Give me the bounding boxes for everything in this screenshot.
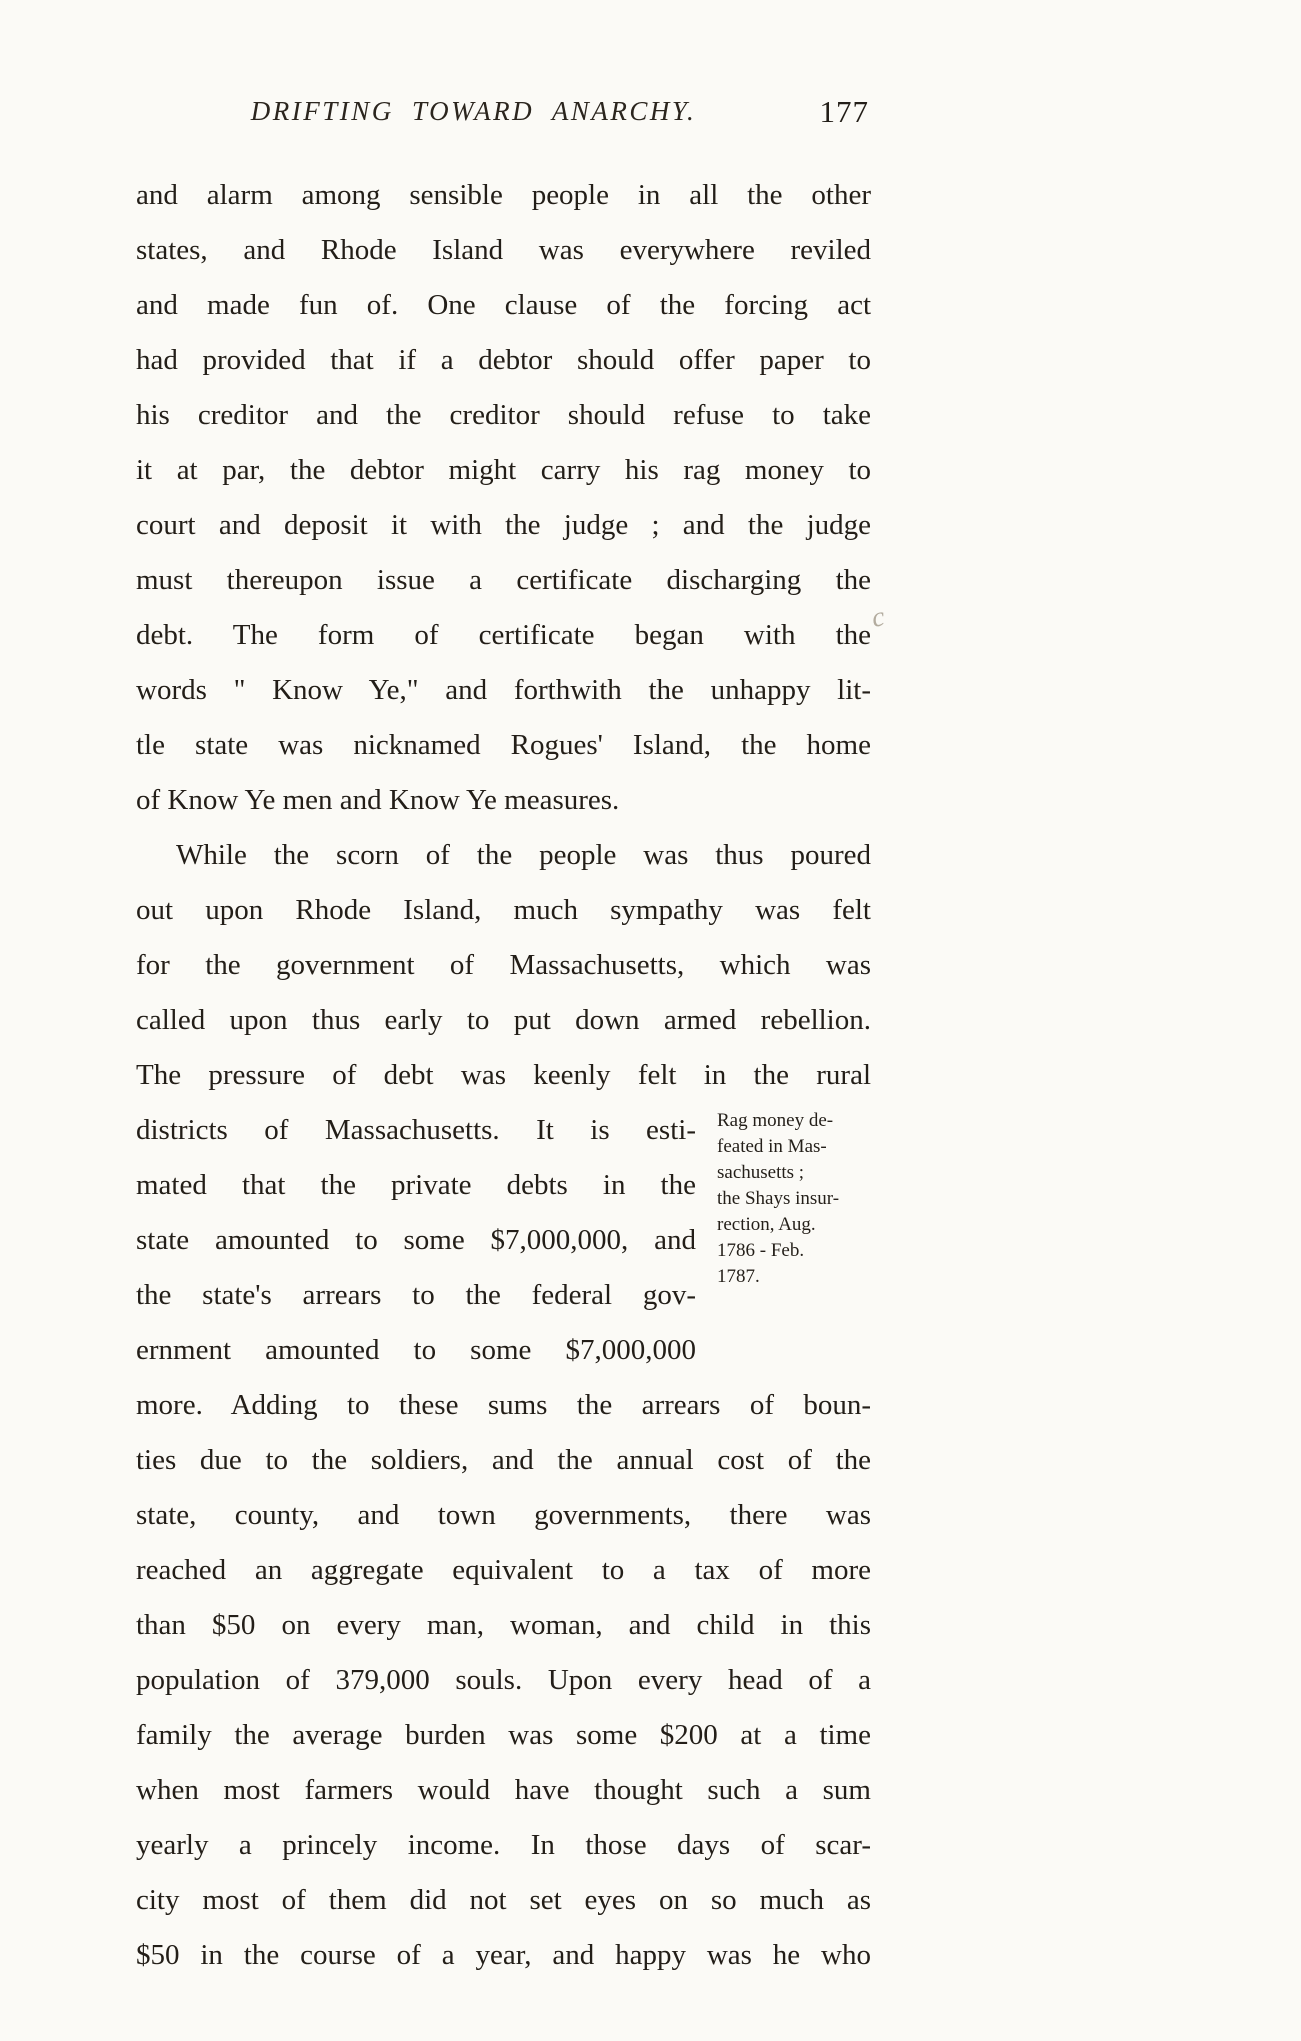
- paragraph-2-full-width-a: [136, 883, 871, 1103]
- text-line: reached an aggregate equivalent to a tax of more: [136, 1554, 871, 1586]
- text-line: 1786 - Feb.: [717, 1240, 805, 1261]
- text-line: sachusetts ;: [717, 1162, 805, 1183]
- text-line: districts of Massachusetts. It is esti-: [136, 1114, 696, 1146]
- text-line: court and deposit it with the judge ; and the judge: [136, 509, 871, 541]
- text-line: yearly a princely income. In those days of scar-: [136, 1829, 871, 1861]
- paragraph-2-narrow-beside-sidenote: [136, 1103, 696, 1378]
- text-line: population of 379,000 souls. Upon every head of a: [136, 1664, 871, 1696]
- text-line: the Shays insur-: [717, 1188, 840, 1209]
- text-line: While the scorn of the people was thus poured: [176, 839, 871, 871]
- text-line: had provided that if a debtor should offer paper to: [136, 344, 871, 376]
- paragraph-1-body: [136, 168, 871, 773]
- text-line: out upon Rhode Island, much sympathy was felt: [136, 894, 871, 926]
- text-line: his creditor and the creditor should refuse to take: [136, 399, 871, 431]
- text-line: states, and Rhode Island was everywhere reviled: [136, 234, 871, 266]
- text-line: city most of them did not set eyes on so much as: [136, 1884, 871, 1916]
- text-line: state, county, and town governments, there was: [136, 1499, 871, 1531]
- text-line: debt. The form of certificate began with the: [136, 619, 871, 651]
- text-line: and made fun of. One clause of the forcing act: [136, 289, 871, 321]
- text-line: feated in Mas-: [717, 1136, 827, 1157]
- text-line: rection, Aug.: [717, 1214, 816, 1235]
- text-line: mated that the private debts in the: [136, 1169, 696, 1201]
- paragraph-2-opening-line: [136, 828, 871, 883]
- text-line: ernment amounted to some $7,000,000: [136, 1334, 696, 1366]
- text-line: more. Adding to these sums the arrears of boun-: [136, 1389, 871, 1421]
- sidenote: [717, 1108, 893, 1290]
- text-line: of Know Ye men and Know Ye measures.: [136, 784, 620, 816]
- text-line: when most farmers would have thought such a sum: [136, 1774, 871, 1806]
- pencil-margin-mark: c: [869, 601, 887, 634]
- text-line: state amounted to some $7,000,000, and: [136, 1224, 696, 1256]
- text-line: the state's arrears to the federal gov-: [136, 1279, 696, 1311]
- text-line: than $50 on every man, woman, and child in this: [136, 1609, 871, 1641]
- text-line: 1787.: [717, 1266, 760, 1287]
- text-line: ties due to the soldiers, and the annual cost of the: [136, 1444, 871, 1476]
- text-line: tle state was nicknamed Rogues' Island, the home: [136, 729, 871, 761]
- text-line: must thereupon issue a certificate discharging the: [136, 564, 871, 596]
- text-line: for the government of Massachusetts, which was: [136, 949, 871, 981]
- text-line: words " Know Ye," and forthwith the unhappy lit-: [136, 674, 871, 706]
- text-line: Rag money de-: [717, 1110, 834, 1131]
- page-number: 177: [819, 94, 869, 129]
- text-line: and alarm among sensible people in all the other: [136, 179, 871, 211]
- page-header: [136, 96, 871, 142]
- text-line: family the average burden was some $200 at a time: [136, 1719, 871, 1751]
- paragraph-1-last-line: [136, 773, 871, 828]
- text-block: [136, 168, 871, 1983]
- text-line: The pressure of debt was keenly felt in the rural: [136, 1059, 871, 1091]
- text-line: it at par, the debtor might carry his rag money to: [136, 454, 871, 486]
- paragraph-2-full-width-b: [136, 1378, 871, 1983]
- text-line: $50 in the course of a year, and happy was he who: [136, 1939, 871, 1971]
- running-title: DRIFTING TOWARD ANARCHY.: [250, 96, 697, 126]
- text-line: called upon thus early to put down armed rebellion.: [136, 1004, 871, 1036]
